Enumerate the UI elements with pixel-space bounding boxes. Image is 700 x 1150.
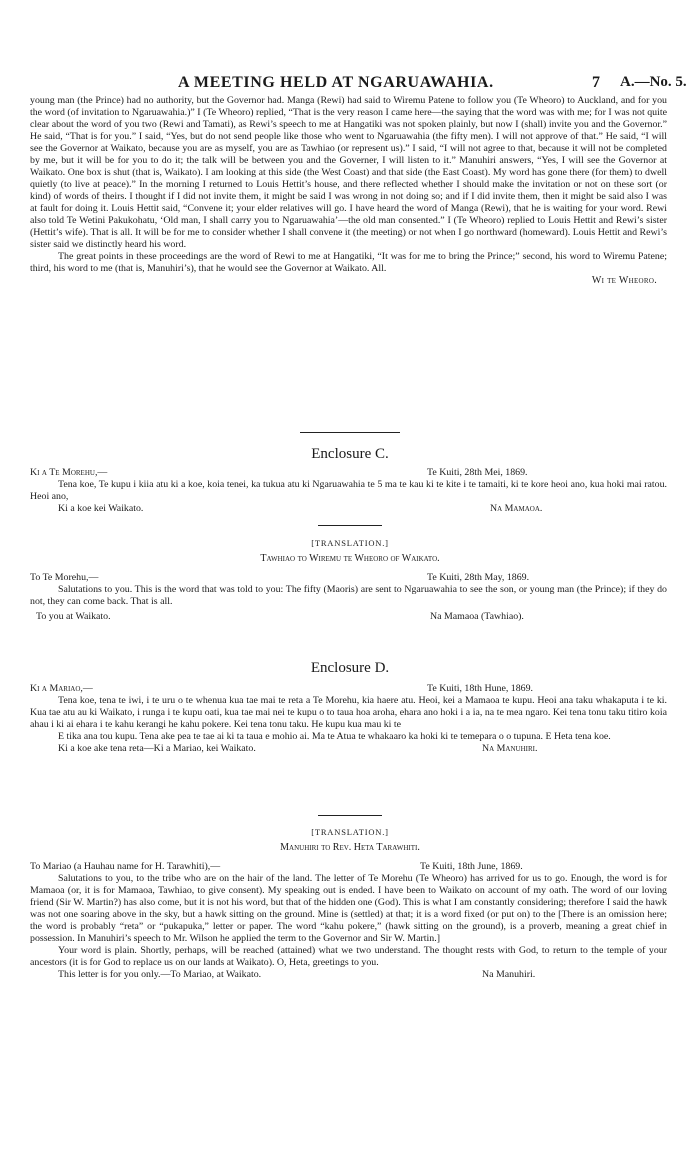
enclosure-c-t-body: Salutations to you. This is the word that was told to you: The fifty (Maoris) are sent to Ngaruawahia to see the son, or young man (the Prince); if they do not, they can come back. That is all. bbox=[30, 584, 667, 607]
page-title: A MEETING HELD AT NGARUAWAHIA. bbox=[178, 74, 494, 91]
enclosure-d-t-signature: Na Manuhiri. bbox=[482, 969, 536, 980]
enclosure-c-signature: Na Mamaoa. bbox=[490, 503, 543, 514]
enclosure-d-t-body-2: Your word is plain. Shortly, perhaps, will be reached (attained) what we two understand. The thought rests with God, to return to the temple of your ancestors (it is for God to replace us on our lands at Waikato). O, Heta, greetings to you. bbox=[30, 945, 667, 968]
statement-signature: Wi te Wheoro. bbox=[591, 275, 657, 286]
document-reference: A.—No. 5. bbox=[620, 74, 687, 90]
page-number: 7 bbox=[592, 74, 600, 91]
enclosure-d-t-salutation: To Mariao (a Hauhau name for H. Tarawhiti),— bbox=[30, 861, 221, 872]
enclosure-d-maori bbox=[30, 683, 667, 755]
enclosure-d-heading: Enclosure D. bbox=[310, 660, 390, 676]
enclosure-c-divider bbox=[318, 525, 382, 526]
section-divider bbox=[300, 432, 400, 433]
continued-statement bbox=[30, 95, 667, 287]
statement-paragraph-2: The great points in these proceedings are the word of Rewi to me at Hangatiki, “It was for me to bring the Prince;” second, his word to Wiremu Patene; third, his word to me (that is, Manuhiri’s), that he would see the Governor at Waikato. All. bbox=[30, 251, 667, 274]
enclosure-c-t-place-date: Te Kuiti, 28th May, 1869. bbox=[427, 572, 530, 583]
enclosure-d-body-2: E tika ana tou kupu. Tena ake pea te tae ai ki ta taua e mohio ai. Ma te Atua te whakaaro ka hoki ki te temepara o o tupuna. E Heta tena koe. bbox=[58, 731, 611, 742]
enclosure-d-translation-label: [TRANSLATION.] bbox=[311, 827, 389, 837]
enclosure-d-translation bbox=[30, 861, 667, 981]
enclosure-d-place-date: Te Kuiti, 18th Hune, 1869. bbox=[427, 683, 534, 694]
enclosure-d-closing: Ki a koe ake tena reta—Ki a Mariao, kei Waikato. bbox=[58, 743, 256, 754]
enclosure-c-t-salutation: To Te Morehu,— bbox=[30, 572, 99, 583]
enclosure-c-translation bbox=[30, 572, 667, 623]
enclosure-d-t-body: Salutations to you, to the tribe who are on the hair of the land. The letter of Te Morehu (Te Wheoro) has arrived for us to go. Enough, the word is for Mamaoa (or, it is for Mamaoa, Tawhiao, to give consent). My speaking out is ended. I have been to Waikato on account of my oath. The word of our loving friend (Sir W. Martin?) has also come, but it is not his word, but that of the hidden one (God). This is what I am constantly considering; therefore I said the hawk was not one soaring above in the sky, but a hawk sitting on the ground. Mine is (settled) at that; it is a word fixed (or put on) to the [There is an omission here; the word is probably “reta” or “pukapuka,” letter or paper. The word “kahu pokere,” (hawk sitting on the ground), is a proverb, meaning a great chief in possession. In Manuhiri’s speech to Mr. Wilson he applied the term to the Governor and Sir W. Martin.] bbox=[30, 873, 667, 944]
enclosure-c-translation-label: [TRANSLATION.] bbox=[311, 538, 389, 548]
enclosure-c-place-date: Te Kuiti, 28th Mei, 1869. bbox=[427, 467, 528, 478]
enclosure-c-heading: Enclosure C. bbox=[311, 446, 389, 462]
enclosure-d-body: Tena koe, tena te iwi, i te uru o te whenua kua tae mai te reta a Te Morehu, kia haere atu. Heoi, kei a Mamaoa te kupu. Heoi ana taku whakaputa i te ki. Kua tae atu au ki Waikato, i runga i te kupu oati, kua tae mai nei te kupu o to taua hoa aroha, ehara ano hoki i a ia, na te mea ngaro. Kei tena tonu taku titiro koia ahau i ki ai ehara i te kahu kerangi he kahu pokere. Kei tena tonu taku. He kupu kua mau ki te bbox=[30, 695, 667, 730]
enclosure-c-salutation: Ki a Te Morehu,— bbox=[30, 467, 108, 478]
enclosure-c-body: Tena koe, Te kupu i kiia atu ki a koe, koia tenei, ka tukua atu ki Ngaruawahia te 5 ma te kau ki te kite i te tamaiti, ki te kore heoi ano, kua hoki mai ratou. Heoi ano, bbox=[30, 479, 667, 502]
running-header bbox=[30, 74, 687, 94]
enclosure-d-translation-heading: Manuhiri to Rev. Heta Tarawhiti. bbox=[280, 842, 420, 853]
enclosure-c-closing: Ki a koe kei Waikato. bbox=[58, 503, 144, 514]
enclosure-c-maori bbox=[30, 467, 667, 515]
enclosure-c-t-signature: Na Mamaoa (Tawhiao). bbox=[430, 611, 524, 622]
enclosure-c-translation-heading: Tawhiao to Wiremu te Wheoro of Waikato. bbox=[260, 553, 440, 564]
enclosure-d-t-place-date: Te Kuiti, 18th June, 1869. bbox=[420, 861, 523, 872]
enclosure-d-salutation: Ki a Mariao,— bbox=[30, 683, 93, 694]
enclosure-c-t-closing: To you at Waikato. bbox=[36, 611, 111, 622]
enclosure-d-signature: Na Manuhiri. bbox=[482, 743, 538, 754]
enclosure-d-divider bbox=[318, 815, 382, 816]
enclosure-d-t-closing: This letter is for you only.—To Mariao, at Waikato. bbox=[58, 969, 262, 980]
statement-paragraph-1: young man (the Prince) had no authority, but the Governor had. Manga (Rewi) had said to Wiremu Patene to follow you (Te Wheoro) to Auckland, and for you the word (of invitation to Ngaruawahia.)” I (Te Wheoro) replied, “That is the very reason I came here—the saying that the word was with me; for I was not quite clear about the word of you two (Rewi and Tamati), as Rewi’s speech to me at Hangatiki was not spoken plainly, but now I (shall) invite you and the Governor.” He said, “That is for you.” I said, “Yes, but do not send people like those who went to Ngaruawahia (the fifty men). I will not approve of that.” He said, “I will see the Governor at Waikato, because you are as myself, you are as Tawhiao (or represent us).” I said, “I will not agree to that, because it will not be completed by me, but it will be for you to do it; the talk will be between you and the Governer, I will listen to it.” Manuhiri answers, “Yes, I will see the Governor at Waikato. One box is shut (that is, Waikato). I am looking at this side (the West Coast) and that side (the East Coast). My word has gone there (for them) to dwell quietly (to live at peace).” In the morning I returned to Louis Hettit’s house, and there reflected whether I should make the invitation or not on these sort (or kind) of words of theirs. I thought if I did not invite them, it might be said I was wrong in not doing so; and if I did invite them, then it might be said also I was at fault for doing it. Louis Hettit said, “Convene it; your elder relatives will go. I have heard the word of Manga (Rewi), that he is waiting for your word. Rewi also told Te Wetini Pakukohatu, ‘Old man, I shall carry you to Ngaruawahia’—the old man consented.” I (Te Wheoro) replied to Louis Hettit and Rewi’s sister (Hettit’s wife). That is all. It will be for me to consider whether I shall convene it (the meeting) or not when I go northward (homeward). Louis Hettit and Rewi’s sister said we distinctly heard his word. bbox=[30, 95, 667, 250]
